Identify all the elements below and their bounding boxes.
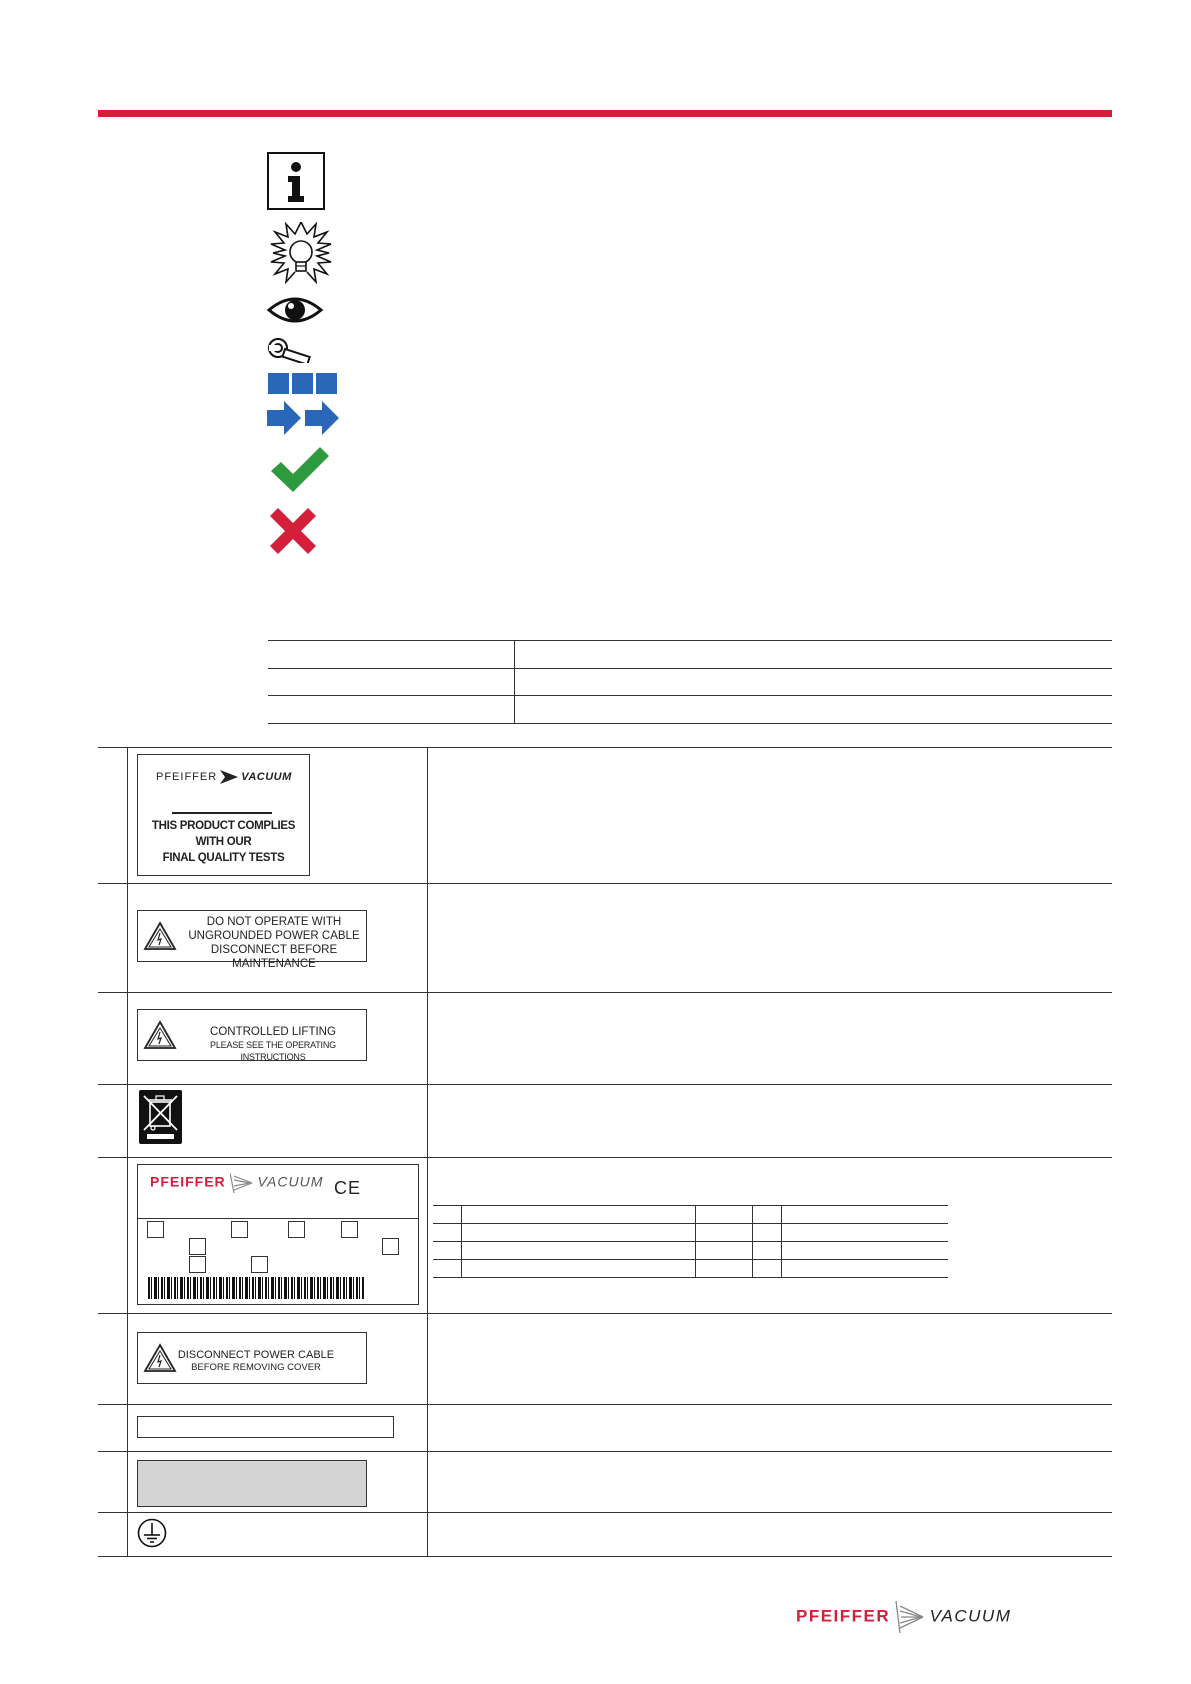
lifting-warning-label [137,1009,367,1061]
abbrev-table-bottom [268,723,1112,724]
rating-brand-left: PFEIFFER [150,1173,226,1190]
quality-brand-right: VACUUM [241,770,292,783]
blank-strip-label [137,1416,394,1438]
task-steps-icon [268,373,338,395]
table-row-divider [98,1451,1112,1452]
pfeiffer-arrow-logo [220,770,238,784]
rating-table-line [433,1277,948,1278]
rating-table-col [461,1205,462,1277]
footer-brand-right: VACUUM [929,1606,1012,1626]
labels-table-col2 [427,747,428,1556]
abbrev-table-row [268,695,1112,696]
wrong-cross-icon [270,508,316,554]
abbrev-table-divider [514,640,515,723]
grey-plate-label [137,1460,367,1507]
table-row-divider [98,1313,1112,1314]
info-icon [267,152,325,210]
rating-table-line [433,1241,948,1242]
protective-earth-icon [137,1518,167,1548]
ground-line-2: UNGROUNDED POWER CABLE [188,930,360,942]
table-row-divider [98,883,1112,884]
power-warning-label [137,1332,367,1384]
warning-triangle-icon [143,921,177,951]
rating-table-line [433,1223,948,1224]
table-row-divider [98,1512,1112,1513]
rating-field-box [189,1256,206,1273]
quality-line-1: THIS PRODUCT COMPLIES [151,820,296,832]
quality-line-3: FINAL QUALITY TESTS [162,852,285,864]
arrow-steps-icon [267,401,341,435]
rating-table-col [695,1205,696,1277]
ce-mark: CE [334,1178,362,1198]
lifting-line-1: CONTROLLED LIFTING [210,1026,336,1038]
pfeiffer-arrow-logo [895,1600,925,1634]
warning-triangle-icon [143,1020,177,1050]
rating-field-box [251,1256,268,1273]
rating-field-box [382,1238,399,1255]
rating-field-box [147,1221,164,1238]
quality-line-2: WITH OUR [195,836,252,848]
rating-table-col [781,1205,782,1277]
labels-table-top [98,747,1112,748]
lifting-line-2: PLEASE SEE THE OPERATING INSTRUCTIONS [210,1040,336,1062]
labels-table-bottom [98,1556,1112,1557]
weee-disposal-icon [139,1090,182,1144]
tip-bulb-icon [267,222,335,284]
power-line-2: BEFORE REMOVING COVER [191,1362,321,1373]
table-row-divider [98,992,1112,993]
rating-field-box [231,1221,248,1238]
pfeiffer-arrow-logo [230,1172,254,1194]
rating-table-line [433,1259,948,1260]
abbrev-table-top [268,640,1112,641]
ground-line-1: DO NOT OPERATE WITH [206,916,342,928]
rating-field-box [288,1221,305,1238]
quality-divider [172,812,272,814]
rating-plate-divider [138,1218,418,1219]
rating-field-box [341,1221,358,1238]
rating-field-box [189,1238,206,1255]
rating-brand-right: VACUUM [257,1173,324,1190]
warning-triangle-icon [143,1343,177,1373]
table-row-divider [98,1404,1112,1405]
rating-table-line [433,1205,948,1206]
header-accent-rule [98,110,1112,117]
footer-brand-left: PFEIFFER [796,1606,891,1626]
rating-table-col [752,1205,753,1277]
correct-check-icon [269,445,331,495]
quality-brand-left: PFEIFFER [156,770,218,783]
quality-label [137,754,310,876]
eye-icon [267,294,323,326]
barcode [148,1277,364,1299]
rating-plate-label [137,1164,419,1305]
tool-key-icon [267,337,313,363]
table-row-divider [98,1157,1112,1158]
ground-line-3: DISCONNECT BEFORE MAINTENANCE [210,944,338,970]
ground-warning-label [137,910,367,970]
power-line-1: DISCONNECT POWER CABLE [177,1349,335,1361]
table-row-divider [98,1084,1112,1085]
labels-table-col1 [127,747,128,1556]
abbrev-table-row [268,668,1112,669]
footer-brand-logo [796,1600,1011,1634]
